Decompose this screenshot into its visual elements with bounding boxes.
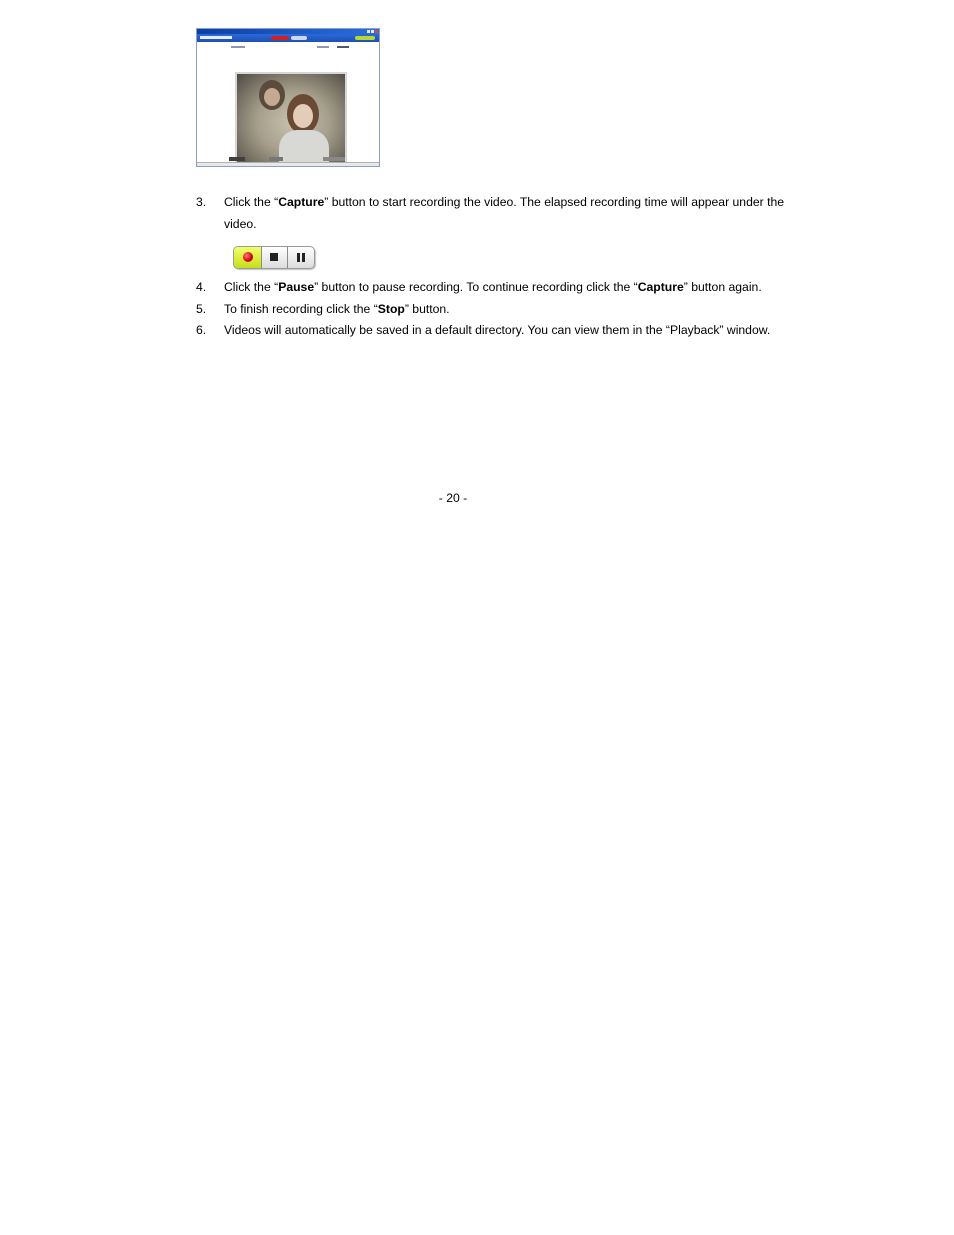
list-text: To finish recording click the “Stop” button.: [224, 302, 450, 316]
list-item-3: [196, 191, 786, 235]
view-toggle: [317, 46, 329, 48]
app-header: [197, 34, 379, 42]
stop-button[interactable]: [262, 247, 288, 268]
record-tab: [271, 36, 289, 40]
list-item-4: [196, 276, 786, 298]
playback-tab: [291, 36, 307, 40]
record-dot-icon: [243, 252, 253, 262]
list-item-6: [196, 319, 786, 363]
recording-control-buttons: [233, 246, 315, 269]
stop-square-icon: [270, 253, 278, 261]
capture-button[interactable]: [234, 247, 262, 268]
page-number: - 20 -: [438, 491, 468, 505]
webcam-app-screenshot: [196, 28, 380, 167]
status-bar: [197, 162, 379, 166]
list-text: Click the “Capture” button to start recording the video. The elapsed recording time will appear under the video.: [224, 195, 785, 231]
size-toggle: [337, 46, 349, 48]
list-number: 4.: [196, 280, 207, 294]
mini-record-controls: [229, 157, 245, 161]
list-number: 3.: [196, 195, 207, 209]
list-number: 5.: [196, 302, 207, 316]
snapshot-label: [231, 46, 245, 48]
settings-button: [355, 36, 375, 40]
app-logo: [200, 36, 232, 39]
list-text: Click the “Pause” button to pause recording. To continue recording click the “Capture” button again.: [224, 280, 762, 294]
maximize-icon: [371, 30, 374, 33]
close-icon: [375, 30, 378, 33]
pause-button[interactable]: [288, 247, 314, 268]
list-item-5: [196, 298, 786, 320]
volume-slider: [323, 157, 345, 161]
app-body: [197, 42, 379, 162]
video-preview: [235, 72, 347, 164]
elapsed-time-label: [269, 157, 283, 161]
list-number: 6.: [196, 323, 207, 337]
minimize-icon: [367, 30, 370, 33]
list-text: Videos will automatically be saved in a default directory. You can view them in the “Playback” window.: [224, 323, 771, 337]
